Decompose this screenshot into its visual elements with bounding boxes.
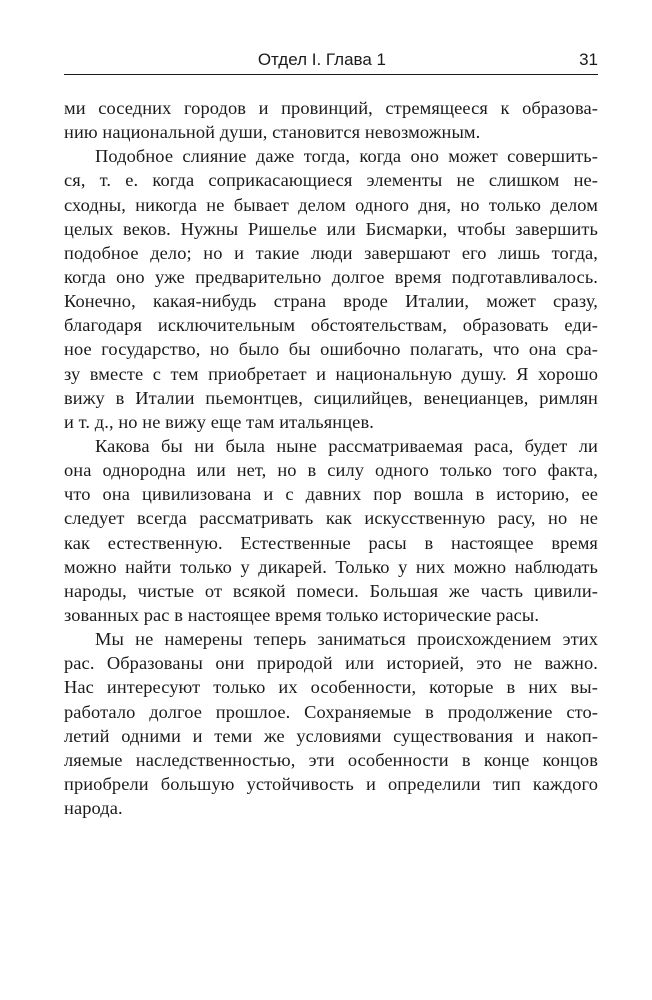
text-line: летий одними и теми же условиями существования и накоп- — [64, 725, 598, 746]
text-line: ляемые наследственностью, эти особенности в конце концов — [64, 749, 598, 770]
header-rule — [64, 74, 598, 75]
text-line: ми соседних городов и провинций, стремящееся к образова- — [64, 98, 598, 118]
text-line: нию национальной души, становится невозможным. — [64, 122, 481, 143]
text-line: подобное дело; но и такие люди завершают его лишь тогда, — [64, 242, 598, 263]
text-line: благодаря исключительным обстоятельствам, образовать еди- — [64, 315, 598, 336]
text-line: Мы не намерены теперь заниматься происхождением этих — [95, 629, 598, 650]
text-line: Конечно, какая-нибудь страна вроде Италии, может сразу, — [64, 291, 598, 312]
body-text — [64, 96, 598, 820]
running-head — [64, 50, 598, 72]
text-line: работало долгое прошлое. Сохраняемые в продолжение сто- — [64, 701, 598, 722]
text-line: целых веков. Нужны Ришелье или Бисмарки, чтобы завершить — [64, 218, 598, 239]
text-line: зованных рас в настоящее время только исторические расы. — [64, 604, 540, 625]
page-number: 31 — [579, 50, 598, 69]
text-line: она однородна или нет, но в силу одного только того факта, — [64, 460, 598, 481]
text-line: ся, т. е. когда соприкасающиеся элементы не слишком не- — [64, 170, 598, 191]
text-line: народы, чистые от всякой помеси. Большая же часть цивили- — [64, 580, 598, 601]
text-line: Какова бы ни была ныне рассматриваемая раса, будет ли — [95, 435, 598, 456]
text-line: что она цивилизована и с давних пор вошла в историю, ее — [64, 484, 598, 505]
text-line: рас. Образованы они природой или историей, это не важно. — [64, 653, 598, 674]
text-line: следует всегда рассматривать как искусственную расу, но не — [64, 508, 598, 529]
chapter-reference: Отдел I. Глава 1 — [257, 50, 386, 69]
text-line: народа. — [64, 798, 123, 819]
text-line: когда оно уже предварительно долгое время подготавливалось. — [64, 266, 598, 287]
text-line: приобрели большую устойчивость и определили тип каждого — [64, 773, 598, 794]
text-line: ное государство, но было бы ошибочно полагать, что она сра- — [64, 339, 598, 360]
text-line: вижу в Италии пьемонтцев, сицилийцев, венецианцев, римлян — [64, 387, 598, 408]
text-line: Подобное слияние даже тогда, когда оно может совершить- — [95, 146, 598, 167]
text-line: Нас интересуют только их особенности, которые в них вы- — [64, 677, 598, 698]
text-line: сходны, никогда не бывает делом одного дня, но только делом — [64, 194, 598, 215]
text-line: можно найти только у дикарей. Только у них можно наблюдать — [64, 556, 598, 577]
text-line: как естественную. Естественные расы в настоящее время — [64, 532, 598, 553]
text-line: и т. д., но не вижу еще там итальянцев. — [64, 411, 374, 432]
text-line: зу вместе с тем приобретает и национальную душу. Я хорошо — [64, 363, 598, 384]
